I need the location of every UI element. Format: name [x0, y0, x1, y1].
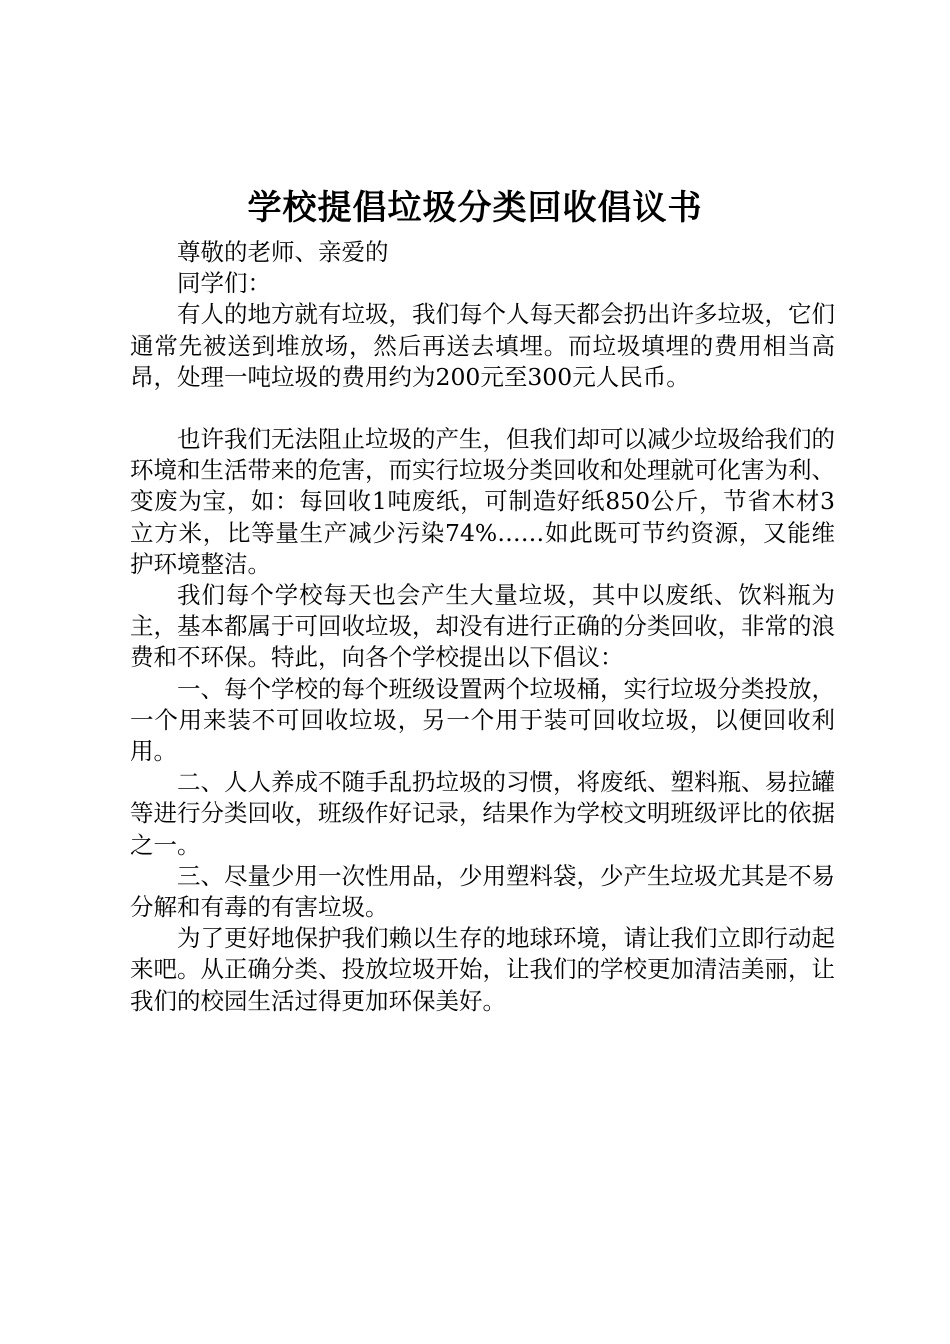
document-body	[130, 237, 835, 1017]
proposal-item: 一、每个学校的每个班级设置两个垃圾桶，实行垃圾分类投放，一个用来装不可回收垃圾，另一个用于装可回收垃圾，以便回收利用。	[130, 674, 835, 766]
body-paragraph: 我们每个学校每天也会产生大量垃圾，其中以废纸、饮料瓶为主，基本都属于可回收垃圾，却没有进行正确的分类回收，非常的浪费和不环保。特此，向各个学校提出以下倡议：	[130, 581, 835, 672]
body-paragraph: 有人的地方就有垃圾，我们每个人每天都会扔出许多垃圾，它们通常先被送到堆放场，然后再送去填埋。而垃圾填埋的费用相当高昂，处理一吨垃圾的费用约为200元至300元人民币。	[130, 300, 835, 391]
closing-paragraph: 为了更好地保护我们赖以生存的地球环境，请让我们立即行动起来吧。从正确分类、投放垃圾开始，让我们的学校更加清洁美丽，让我们的校园生活过得更加环保美好。	[130, 924, 835, 1015]
greeting-line: 尊敬的老师、亲爱的	[177, 238, 389, 266]
document-title: 学校提倡垃圾分类回收倡议书	[247, 188, 703, 228]
greeting-line: 同学们：	[177, 269, 271, 298]
proposal-item: 二、人人养成不随手乱扔垃圾的习惯，将废纸、塑料瓶、易拉罐等进行分类回收，班级作好记录，结果作为学校文明班级评比的依据之一。	[130, 768, 835, 859]
proposal-item: 三、尽量少用一次性用品，少用塑料袋，少产生垃圾尤其是不易分解和有毒的有害垃圾。	[130, 861, 835, 922]
body-paragraph: 也许我们无法阻止垃圾的产生，但我们却可以减少垃圾给我们的环境和生活带来的危害，而实行垃圾分类回收和处理就可化害为利、变废为宝，如：每回收1吨废纸，可制造好纸850公斤，节省木材3立方米，比等量生产减少污染74%……如此既可节约资源，又能维护环境整洁。	[130, 425, 835, 578]
